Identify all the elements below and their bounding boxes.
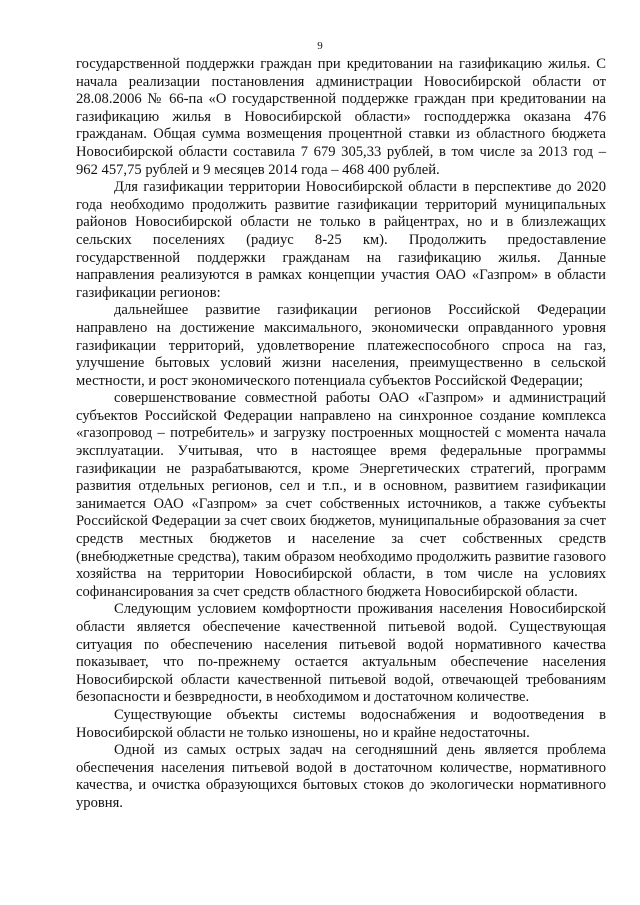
paragraph-7: Одной из самых острых задач на сегодняшний день является проблема обеспечения населения питьевой водой в достаточном количестве, нормативного качества, и очистка образующихся бытовых стоков до экологически нормативного уровня. (76, 742, 606, 811)
paragraph-5: Следующим условием комфортности проживания населения Новосибирской области является обеспечение качественной питьевой водой. Существующая ситуация по обеспечению населения питьевой водой нормативного качества показывает, что по-прежнему остается актуальным обеспечение населения Новосибирской области качественной питьевой водой, отвечающей требованиям безопасности и безвредности, в необходимом и достаточном количестве. (76, 601, 606, 706)
page-number: 9 (317, 40, 323, 52)
body-text (76, 56, 606, 813)
paragraph-2: Для газификации территории Новосибирской области в перспективе до 2020 года необходимо продолжить развитие газификации территорий муниципальных районов Новосибирской области не только в райцентрах, но и в близлежащих сельских поселениях (радиус 8-25 км). Продолжить предоставление государственной поддержки гражданам на газификацию жилья. Данные направления реализуются в рамках концепции участия ОАО «Газпром» в области газификации регионов: (76, 179, 606, 301)
paragraph-1: государственной поддержки граждан при кредитовании на газификацию жилья. С начала реализации постановления администрации Новосибирской области от 28.08.2006 № 66-па «О государственной поддержке граждан при кредитовании на газификацию жилья в Новосибирской области» господдержка оказана 476 гражданам. Общая сумма возмещения процентной ставки из областного бюджета Новосибирской области составила 7 679 305,33 рублей, в том числе за 2013 год – 962 457,75 рублей и 9 месяцев 2014 года – 468 400 рублей. (76, 56, 606, 178)
paragraph-4: совершенствование совместной работы ОАО «Газпром» и администраций субъектов Российской Федерации направлено на синхронное создание комплекса «газопровод – потребитель» и загрузку построенных мощностей с момента начала эксплуатации. Учитывая, что в настоящее время федеральные программы газификации не разрабатываются, кроме Энергетических стратегий, программ развития отдельных регионов, сел и т.п., и в основном, развитием газификации занимается ОАО «Газпром» за счет собственных источников, а также субъекты Российской Федерации за счет своих бюджетов, муниципальные образования за счет средств местных бюджетов и население за счет собственных средств (внебюджетные средства), таким образом необходимо продолжить развитие газового хозяйства на территории Новосибирской области, в том числе на условиях софинансирования за счет средств областного бюджета Новосибирской области. (76, 390, 606, 600)
paragraph-3: дальнейшее развитие газификации регионов Российской Федерации направлено на достижение максимального, экономически оправданного уровня газификации территорий, удовлетворение платежеспособного спроса на газ, улучшение бытовых условий жизни населения, преимущественно в сельской местности, и рост экономического потенциала субъектов Российской Федерации; (76, 302, 606, 389)
paragraph-6: Существующие объекты системы водоснабжения и водоотведения в Новосибирской области не только изношены, но и крайне недостаточны. (76, 706, 606, 741)
